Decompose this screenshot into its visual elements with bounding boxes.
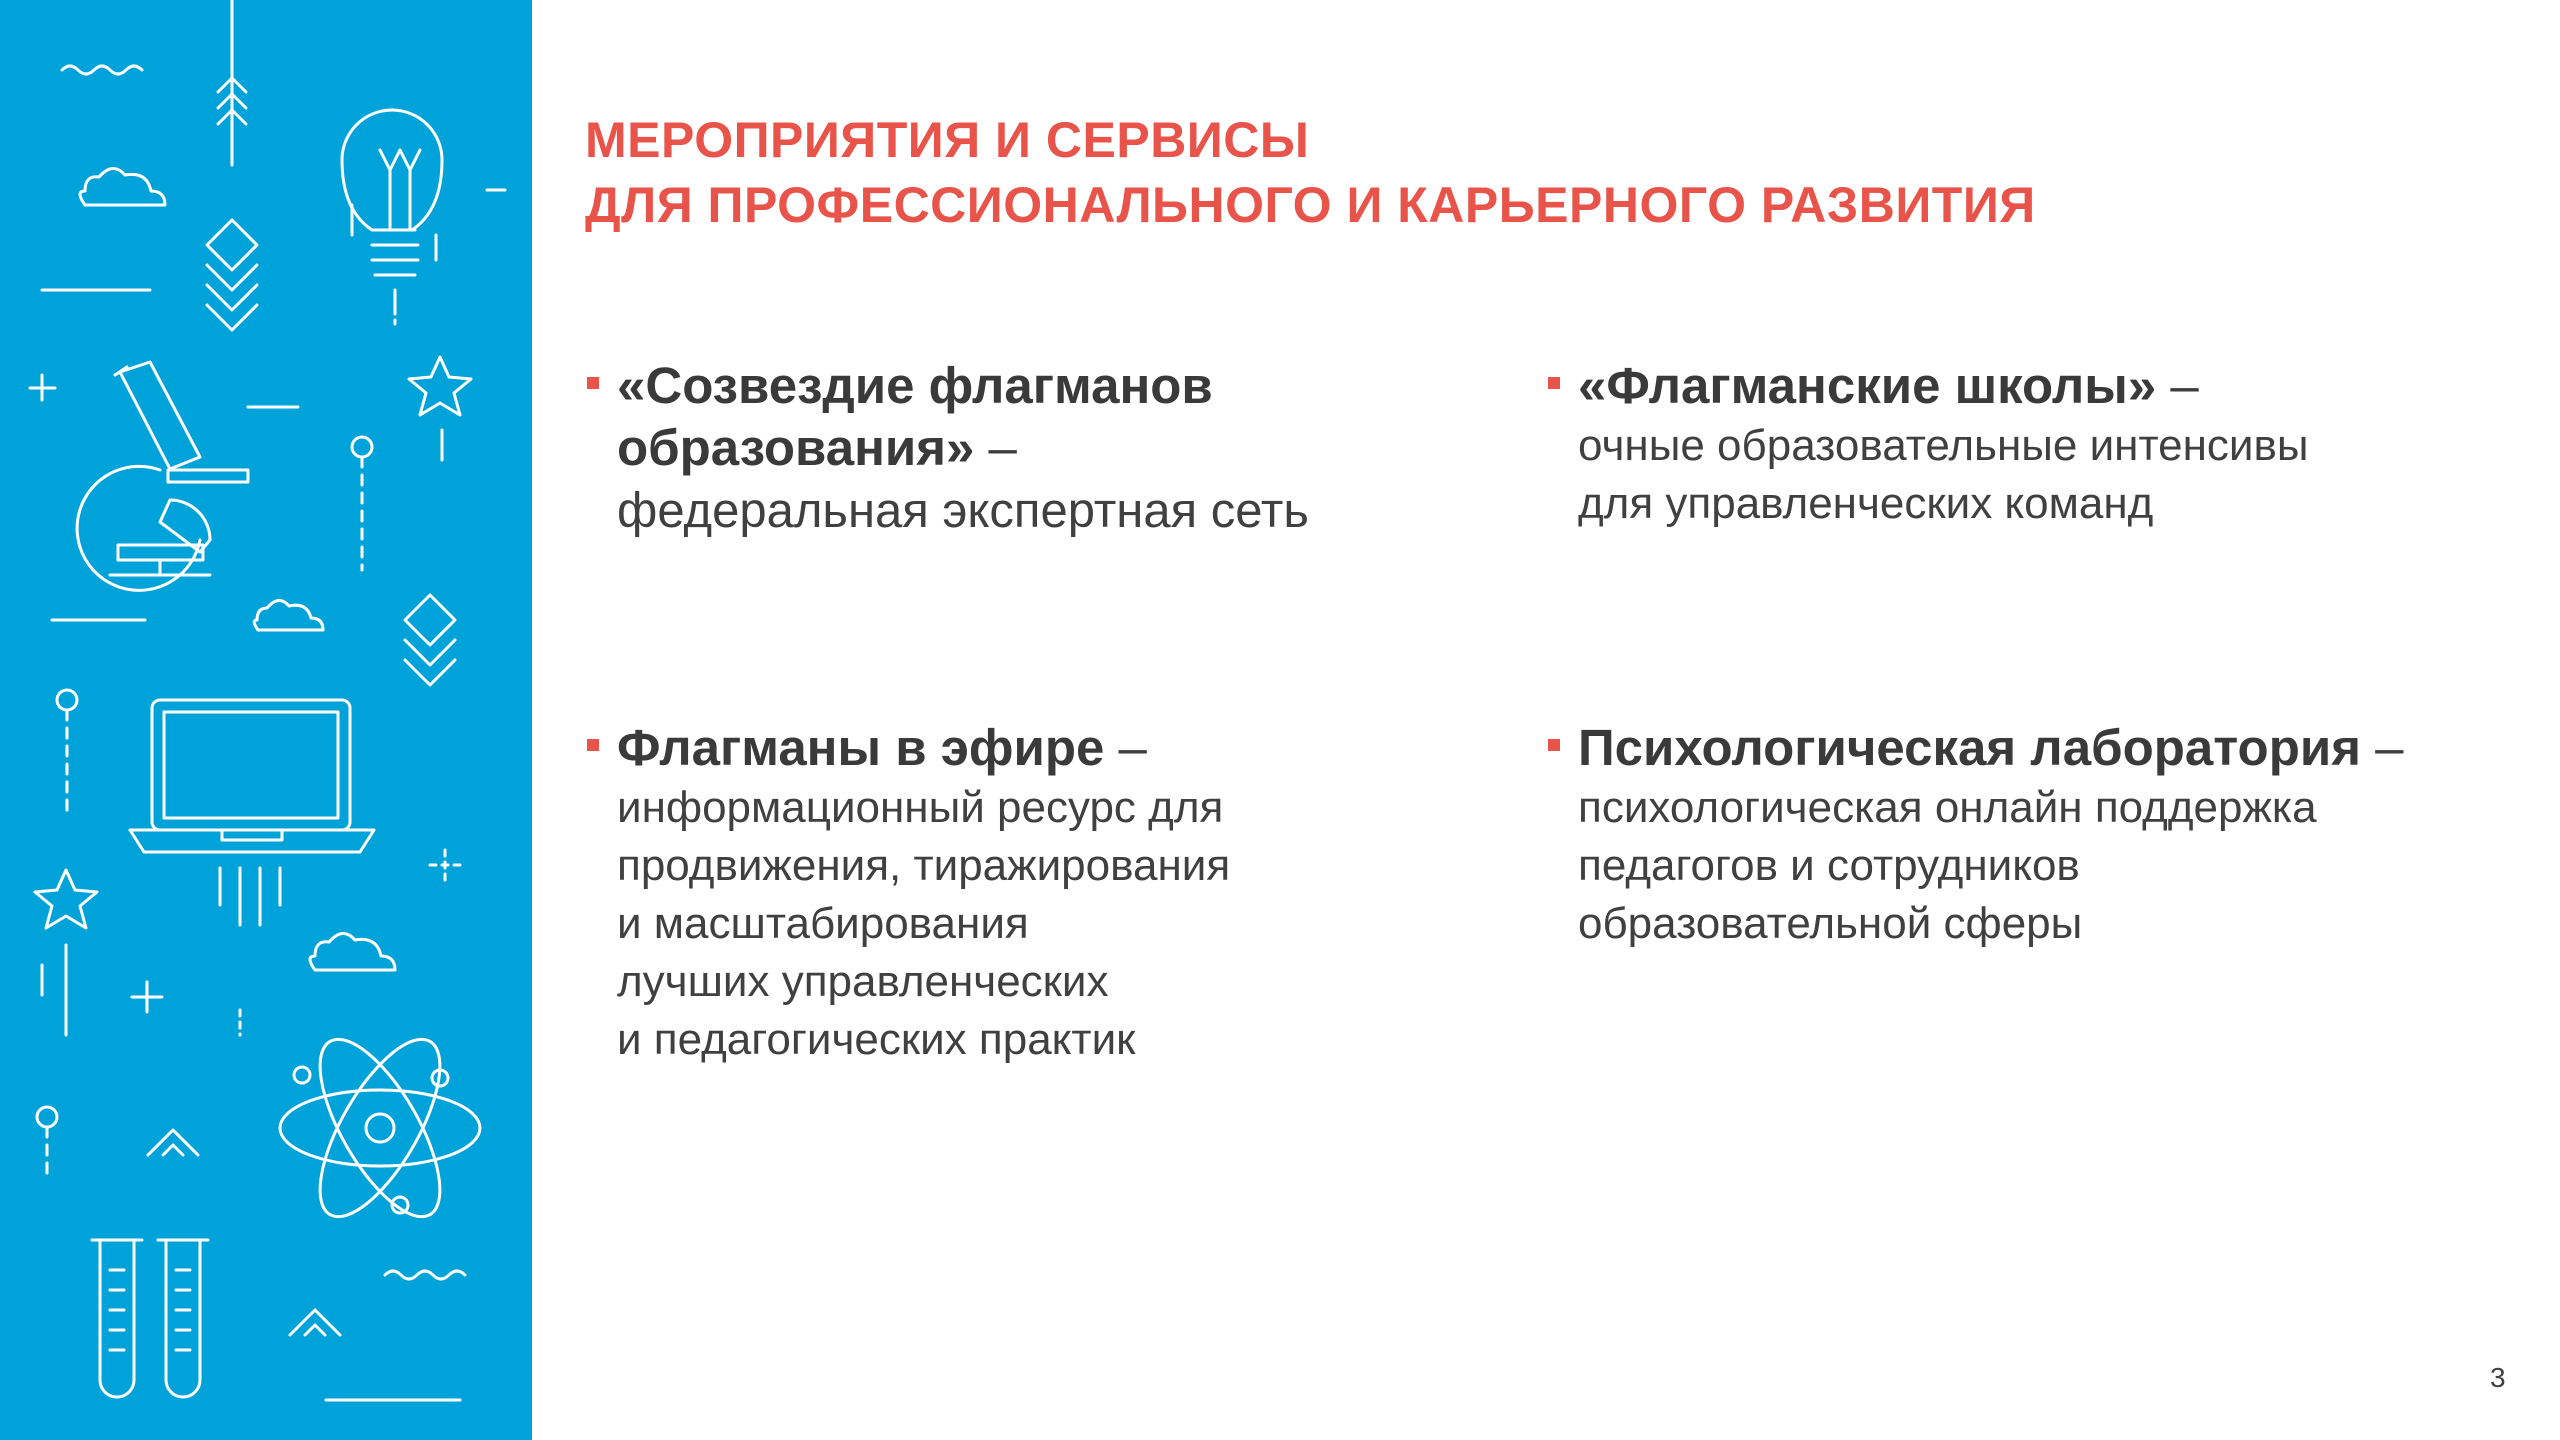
science-icons-illustration — [0, 0, 532, 1440]
item-description: для управленческих команд — [1578, 479, 2154, 528]
decorative-side-panel — [0, 0, 532, 1440]
plus-icon — [430, 850, 460, 880]
item-title: «Созвездие флагманов — [617, 357, 1213, 414]
plus-icon — [30, 375, 55, 400]
bullet-icon — [1548, 739, 1560, 751]
page-number: 3 — [2490, 1362, 2506, 1393]
item-title: образования» – — [617, 419, 1017, 476]
item-description: психологическая онлайн поддержка — [1578, 783, 2317, 832]
pin-icon — [57, 690, 77, 710]
chevron-up-icon — [290, 1310, 340, 1335]
pin-icon — [37, 1107, 57, 1127]
list-item-constellation — [617, 355, 1309, 543]
cloud-icon — [80, 168, 165, 205]
atom-icon — [280, 1022, 480, 1233]
item-description: продвижения, тиражирования — [617, 841, 1231, 890]
chevrons-up-icon — [405, 595, 455, 685]
wave-icon — [385, 1271, 465, 1279]
item-description: очные образовательные интенсивы — [1578, 421, 2309, 470]
item-description: и масштабирования — [617, 899, 1029, 948]
title-line-2: ДЛЯ ПРОФЕССИОНАЛЬНОГО И КАРЬЕРНОГО РАЗВИТИЯ — [585, 177, 2036, 233]
item-description: образовательной сферы — [1578, 899, 2083, 948]
item-description: лучших управленческих — [617, 957, 1109, 1006]
star-icon — [35, 870, 97, 928]
bullet-icon — [587, 739, 599, 751]
item-description: информационный ресурс для — [617, 783, 1224, 832]
arrow-icon — [218, 0, 246, 165]
list-item-psych-lab — [1578, 717, 2404, 953]
page-title — [585, 108, 2485, 238]
bullet-icon — [587, 377, 599, 389]
pin-icon — [352, 437, 372, 457]
wave-icon — [62, 66, 142, 74]
laptop-icon — [130, 700, 374, 925]
title-line-1: МЕРОПРИЯТИЯ И СЕРВИСЫ — [585, 112, 1310, 168]
chevrons-up-icon — [207, 220, 257, 330]
list-item-flagship-schools — [1578, 355, 2308, 533]
light-bulb-icon — [342, 110, 442, 325]
item-title: Флагманы в эфире – — [617, 719, 1147, 776]
list-item-flagships-on-air — [617, 717, 1230, 1069]
item-description: федеральная экспертная сеть — [617, 484, 1309, 538]
star-icon — [409, 357, 471, 415]
item-title: Психологическая лаборатория – — [1578, 719, 2404, 776]
cloud-icon — [310, 933, 395, 970]
item-description: педагогов и сотрудников — [1578, 841, 2080, 890]
bullet-icon — [1548, 377, 1560, 389]
cloud-icon — [254, 600, 323, 630]
item-title: «Флагманские школы» – — [1578, 357, 2199, 414]
chevron-up-icon — [148, 1130, 198, 1155]
test-tubes-icon — [92, 1240, 208, 1397]
item-description: и педагогических практик — [617, 1015, 1136, 1064]
plus-icon — [132, 982, 162, 1012]
microscope-icon — [77, 362, 248, 590]
